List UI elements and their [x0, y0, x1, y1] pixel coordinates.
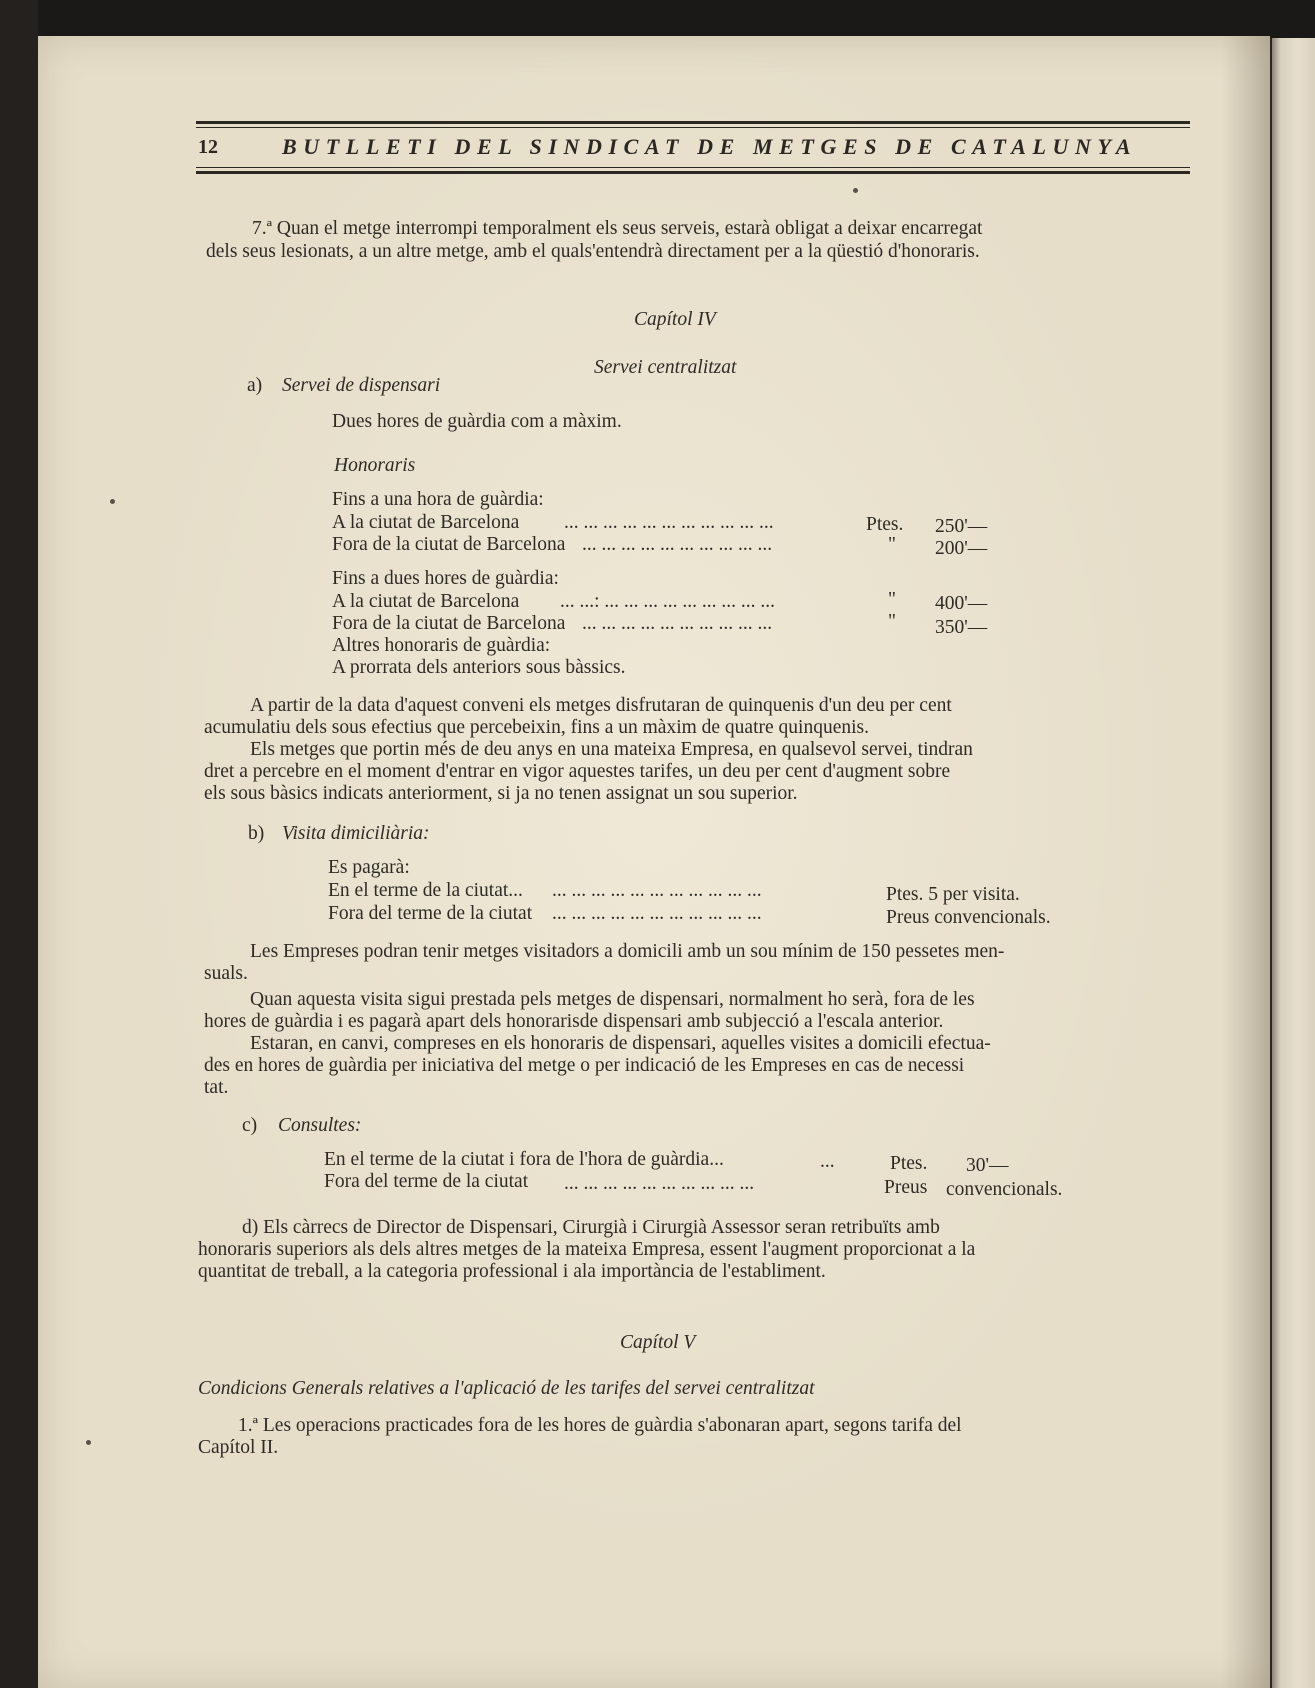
scan-background-top [0, 0, 1315, 38]
section-b-heading: Visita dimiciliària: [282, 823, 430, 844]
chapter-4-title: Capítol IV [634, 309, 716, 330]
group-1-row-1-unit: Ptes. [866, 514, 904, 535]
quinquennis-line-2: acumulatiu dels sous efectius que percebeixin, fins a un màxim de quatre quinquenis. [204, 717, 869, 738]
section-a-intro: Dues hores de guàrdia com a màxim. [332, 411, 622, 432]
deu-anys-line-1: Els metges que portin més de deu anys en una mateixa Empresa, en qualsevol servei, tindran [250, 739, 973, 760]
header-rule-bottom [196, 171, 1190, 174]
deu-anys-line-3: els sous bàsics indicats anteriorment, si ja no tenen assignat un sou superior. [204, 783, 798, 804]
other-honoraris-text: A prorrata dels anteriors sous bàssics. [332, 657, 626, 678]
section-b-label: b) [248, 823, 265, 844]
group-2-row-1-dots: ... ...: ... ... ... ... ... ... ... ... ... [560, 591, 776, 612]
section-c-row-1-dots: ... [820, 1151, 835, 1172]
section-c-heading: Consultes: [278, 1115, 362, 1136]
section-a-heading: Servei de dispensari [282, 375, 441, 396]
running-title: BUTLLETI DEL SINDICAT DE METGES DE CATALUNYA [282, 134, 1138, 159]
section-b-row-2-label: Fora del terme de la ciutat [328, 903, 533, 924]
group-2-row-2-value: 350'— [935, 617, 988, 638]
honoraris-heading: Honoraris [334, 455, 416, 476]
quinquennis-line-1: A partir de la data d'aquest conveni els metges disfrutaran de quinquenis d'un deu per cent [250, 695, 952, 716]
chapter-4-subtitle: Servei centralitzat [594, 357, 737, 378]
chapter-5-para-1-line-1: 1.ª Les operacions practicades fora de les hores de guàrdia s'abonaran apart, segons tarifa del [238, 1415, 962, 1436]
group-1-title: Fins a una hora de guàrdia: [332, 489, 544, 510]
visitadors-line-1: Les Empreses podran tenir metges visitadors a domicili amb un sou mínim de 150 pessetes men- [250, 941, 1005, 962]
para-d-line-1: d) Els càrrecs de Director de Dispensari, Cirurgià i Cirurgià Assessor seran retribuïts amb [242, 1217, 940, 1238]
section-c-row-2-value: convencionals. [946, 1179, 1063, 1200]
visitadors-line-2: suals. [204, 963, 248, 984]
intro-line-1: 7.ª Quan el metge interrompi temporalment els seus serveis, estarà obligat a deixar encarregat [252, 218, 983, 239]
group-2-row-2-dots: ... ... ... ... ... ... ... ... ... ... [582, 613, 773, 634]
header-rule-top [196, 121, 1190, 124]
group-1-row-2-unit: " [888, 534, 896, 555]
quan-line-2: hores de guàrdia i es pagarà apart dels honorarisde dispensari amb subjecció a l'escala anterior. [204, 1011, 944, 1032]
chapter-5-subtitle: Condicions Generals relatives a l'aplicació de les tarifes del servei centralitzat [198, 1378, 815, 1399]
header-rule-top-thin [196, 127, 1190, 128]
section-c-row-1-unit: Ptes. [890, 1153, 928, 1174]
section-b-row-2-dots: ... ... ... ... ... ... ... ... ... ... ... [552, 903, 762, 924]
group-1-row-1-dots: ... ... ... ... ... ... ... ... ... ... ... [564, 512, 774, 533]
section-c-row-2-unit: Preus [884, 1177, 928, 1198]
section-b-row-1-value: Ptes. 5 per visita. [886, 884, 1020, 905]
para-d-line-2: honoraris superiors als dels altres metges de la mateixa Empresa, essent l'augment proporcionat a la [198, 1239, 976, 1260]
para-d-line-3: quantitat de treball, a la categoria professional i ala importància de l'establiment. [198, 1261, 826, 1282]
section-c-label: c) [242, 1115, 258, 1136]
section-c-row-1-label: En el terme de la ciutat i fora de l'hora de guàrdia... [324, 1149, 724, 1170]
chapter-5-para-1-line-2: Capítol II. [198, 1437, 279, 1458]
section-c-row-2-label: Fora del terme de la ciutat [324, 1171, 529, 1192]
page-number: 12 [198, 136, 218, 158]
group-2-row-1-label: A la ciutat de Barcelona [332, 591, 520, 612]
header-rule-bottom-thin [196, 167, 1190, 168]
print-speck [853, 188, 858, 193]
section-c-row-2-dots: ... ... ... ... ... ... ... ... ... ... [564, 1173, 755, 1194]
quan-line-1: Quan aquesta visita sigui prestada pels metges de dispensari, normalment ho serà, fora de les [250, 989, 975, 1010]
scan-background-left [0, 0, 38, 1688]
section-c-row-1-value: 30'— [966, 1155, 1009, 1176]
group-1-row-2-label: Fora de la ciutat de Barcelona [332, 534, 566, 555]
print-speck [86, 1440, 91, 1445]
section-b-intro: Es pagarà: [328, 857, 410, 878]
other-honoraris-title: Altres honoraris de guàrdia: [332, 635, 551, 656]
chapter-5-title: Capítol V [620, 1332, 696, 1353]
group-1-row-2-dots: ... ... ... ... ... ... ... ... ... ... [582, 534, 773, 555]
intro-line-2: dels seus lesionats, a un altre metge, amb el quals'entendrà directament per a la qüestió d'honoraris. [206, 241, 980, 262]
group-1-row-1-value: 250'— [935, 516, 988, 537]
section-b-row-1-label: En el terme de la ciutat... [328, 880, 523, 901]
section-b-row-1-dots: ... ... ... ... ... ... ... ... ... ... ... [552, 880, 762, 901]
group-2-title: Fins a dues hores de guàrdia: [332, 568, 559, 589]
section-b-row-2-value: Preus convencionals. [886, 907, 1051, 928]
document-page [38, 36, 1270, 1688]
print-speck [110, 499, 115, 504]
adjacent-page-edge [1272, 38, 1315, 1688]
group-2-row-2-label: Fora de la ciutat de Barcelona [332, 613, 566, 634]
estaran-line-1: Estaran, en canvi, compreses en els honoraris de dispensari, aquelles visites a domicili efectua- [250, 1033, 991, 1054]
estaran-line-3: tat. [204, 1077, 229, 1098]
group-1-row-1-label: A la ciutat de Barcelona [332, 512, 520, 533]
estaran-line-2: des en hores de guàrdia per iniciativa del metge o per indicació de les Empreses en cas de necessi [204, 1055, 965, 1076]
group-1-row-2-value: 200'— [935, 538, 988, 559]
group-2-row-1-unit: " [888, 589, 896, 610]
group-2-row-1-value: 400'— [935, 593, 988, 614]
group-2-row-2-unit: " [888, 611, 896, 632]
deu-anys-line-2: dret a percebre en el moment d'entrar en vigor aquestes tarifes, un deu per cent d'augment sobre [204, 761, 951, 782]
section-a-label: a) [247, 375, 263, 396]
